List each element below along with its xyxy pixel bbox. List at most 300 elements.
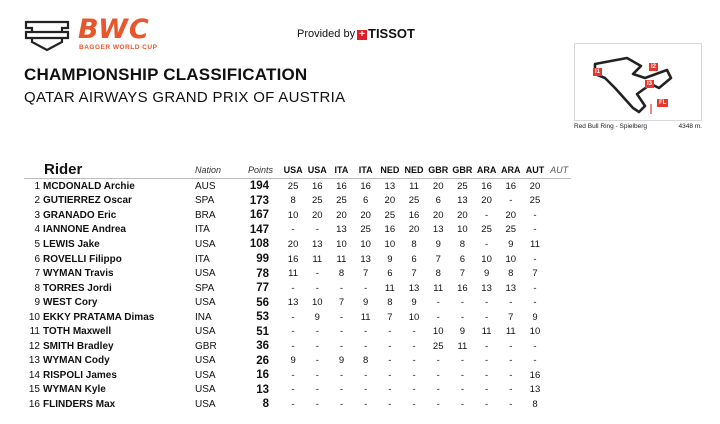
round-result-cell: 9 — [459, 326, 466, 338]
position-cell: 15 — [28, 384, 40, 396]
table-row — [24, 266, 571, 281]
points-cell: 99 — [256, 253, 269, 265]
round-result-cell: - — [485, 340, 489, 352]
round-result-cell: 13 — [287, 297, 299, 309]
round-result-cell: - — [291, 282, 295, 294]
round-result-cell: - — [533, 209, 537, 221]
table-row — [24, 179, 571, 194]
round-result-cell — [547, 237, 571, 252]
round-result-cell: 8 — [387, 297, 393, 309]
position-cell: 8 — [34, 282, 40, 294]
round-result-cell: - — [436, 384, 440, 396]
round-result-cell: 13 — [529, 384, 541, 396]
round-result-cell: 13 — [336, 224, 347, 236]
position-cell: 3 — [34, 209, 40, 221]
round-result-cell: 11 — [336, 253, 347, 265]
round-result-cell: 6 — [411, 253, 417, 265]
round-result-cell: - — [436, 297, 440, 309]
round-result-cell: 7 — [508, 311, 514, 323]
round-result-cell: - — [485, 311, 489, 323]
round-result-cell: 7 — [387, 311, 393, 323]
round-result-cell: 10 — [311, 297, 323, 309]
round-result-cell: 9 — [387, 253, 393, 265]
round-result-cell — [547, 281, 571, 296]
round-result-cell: - — [388, 384, 392, 396]
round-header: USA — [283, 164, 303, 175]
round-result-cell — [547, 339, 571, 354]
rider-name-cell: WEST Cory — [43, 297, 98, 309]
round-result-cell: 8 — [363, 355, 369, 367]
round-result-cell — [547, 223, 571, 238]
round-result-cell: 11 — [360, 311, 371, 323]
nation-cell: USA — [195, 268, 216, 280]
round-result-cell: - — [460, 311, 464, 323]
round-header: ITA — [358, 164, 373, 175]
round-result-cell: - — [509, 369, 513, 381]
shield-logo-icon — [22, 16, 72, 52]
position-cell: 16 — [28, 398, 40, 410]
round-result-cell: 9 — [363, 297, 369, 309]
round-result-cell: - — [315, 282, 319, 294]
round-result-cell: 7 — [363, 268, 369, 280]
nation-column-header: Nation — [195, 164, 222, 175]
table-row — [24, 223, 571, 238]
round-result-cell: - — [485, 355, 489, 367]
round-result-cell — [547, 397, 571, 412]
rider-name-cell: GUTIERREZ Oscar — [43, 195, 132, 207]
sponsor-name: TISSOT — [368, 26, 415, 41]
rider-name-cell: MCDONALD Archie — [43, 180, 135, 192]
points-cell: 56 — [256, 296, 269, 309]
nation-cell: USA — [195, 326, 216, 338]
round-result-cell: - — [509, 195, 513, 207]
round-result-cell: 10 — [408, 311, 420, 323]
round-result-cell: - — [388, 326, 392, 338]
round-result-cell: - — [291, 340, 295, 352]
track-name: Red Bull Ring - Spielberg — [574, 123, 647, 130]
round-result-cell: 20 — [336, 209, 347, 221]
round-header: AUT — [550, 164, 569, 175]
position-cell: 6 — [34, 253, 40, 265]
round-result-cell: 20 — [529, 180, 541, 192]
table-row — [24, 383, 571, 398]
points-cell: 51 — [256, 325, 269, 338]
round-result-cell: 10 — [360, 238, 371, 250]
round-result-cell: - — [509, 297, 513, 309]
logo-wordmark: BWC — [78, 14, 150, 45]
round-result-cell: - — [485, 369, 489, 381]
round-header: GBR — [428, 164, 449, 175]
round-result-cell: - — [315, 340, 319, 352]
rider-name-cell: TORRES Jordi — [43, 282, 112, 294]
round-result-cell: - — [315, 369, 319, 381]
nation-cell: GBR — [195, 340, 217, 352]
table-row — [24, 324, 571, 339]
round-result-cell: - — [291, 311, 295, 323]
round-result-cell — [547, 194, 571, 209]
table-row — [24, 339, 571, 354]
round-result-cell: - — [436, 398, 440, 410]
logo-subtitle: BAGGER WORLD CUP — [79, 44, 158, 51]
round-result-cell: 7 — [435, 253, 441, 265]
round-header: ARA — [476, 164, 497, 175]
round-result-cell: - — [412, 398, 416, 410]
round-result-cell: 25 — [432, 340, 444, 352]
round-result-cell: - — [315, 326, 319, 338]
round-result-cell: - — [388, 369, 392, 381]
round-result-cell: - — [460, 384, 464, 396]
round-result-cell: 9 — [508, 238, 514, 250]
position-cell: 10 — [28, 311, 40, 323]
bwc-logo — [22, 14, 172, 54]
round-result-cell: - — [485, 238, 489, 250]
round-result-cell: 13 — [311, 238, 323, 250]
points-cell: 36 — [256, 340, 269, 353]
round-result-cell: - — [412, 369, 416, 381]
round-result-cell: 8 — [508, 268, 514, 280]
round-result-cell: - — [509, 384, 513, 396]
points-cell: 26 — [256, 354, 269, 367]
round-result-cell: - — [339, 311, 344, 323]
round-result-cell: - — [339, 326, 344, 338]
round-result-cell: 20 — [384, 195, 396, 207]
round-result-cell: - — [315, 224, 319, 236]
round-header: NED — [380, 164, 400, 175]
nation-cell: AUS — [195, 180, 216, 192]
round-result-cell: - — [364, 369, 368, 381]
table-row — [24, 295, 571, 310]
round-result-cell: 10 — [287, 209, 299, 221]
table-row — [24, 194, 571, 209]
round-result-cell: - — [460, 355, 464, 367]
round-result-cell: 11 — [457, 340, 468, 352]
round-result-cell: 10 — [336, 238, 347, 250]
points-cell: 167 — [249, 209, 269, 222]
rider-name-cell: ROVELLI Filippo — [43, 253, 122, 265]
round-result-cell: 10 — [505, 253, 517, 265]
round-result-cell: - — [485, 297, 489, 309]
round-result-cell: 20 — [311, 209, 323, 221]
round-result-cell: - — [460, 369, 464, 381]
round-result-cell: - — [460, 297, 464, 309]
table-row — [24, 237, 571, 252]
position-cell: 14 — [28, 369, 40, 381]
round-result-cell: - — [412, 355, 416, 367]
round-result-cell — [547, 324, 571, 339]
round-result-cell: - — [339, 369, 344, 381]
round-result-cell: - — [315, 268, 319, 280]
round-result-cell: - — [533, 253, 537, 265]
round-result-cell: 7 — [338, 297, 345, 309]
nation-cell: BRA — [195, 209, 216, 221]
round-result-cell: 13 — [408, 282, 420, 294]
round-result-cell: 11 — [505, 326, 516, 338]
sector-i1-marker: I1 — [595, 69, 601, 75]
page-title: CHAMPIONSHIP CLASSIFICATION — [24, 65, 308, 84]
round-result-cell: 16 — [505, 180, 517, 192]
round-result-cell: 11 — [384, 282, 395, 294]
round-result-cell: 16 — [529, 369, 541, 381]
event-title: QATAR AIRWAYS GRAND PRIX OF AUSTRIA — [24, 89, 346, 106]
round-result-cell: - — [412, 384, 416, 396]
round-result-cell: 9 — [290, 355, 296, 367]
round-result-cell: - — [291, 224, 295, 236]
round-result-cell: - — [388, 355, 392, 367]
round-result-cell: - — [291, 384, 295, 396]
round-result-cell: 25 — [408, 195, 420, 207]
round-result-cell: - — [460, 398, 464, 410]
round-result-cell: - — [339, 282, 344, 294]
round-result-cell: 11 — [288, 268, 299, 280]
sponsor-mark-icon: + — [357, 30, 367, 40]
round-result-cell: - — [339, 384, 344, 396]
round-result-cell — [547, 295, 571, 310]
round-result-cell: 6 — [387, 268, 393, 280]
round-result-cell: 16 — [384, 224, 396, 236]
points-cell: 78 — [256, 267, 269, 280]
round-result-cell: - — [388, 340, 392, 352]
round-result-cell: 20 — [432, 209, 444, 221]
nation-cell: USA — [195, 384, 216, 396]
round-result-cell: 11 — [530, 238, 540, 250]
round-result-cell: 11 — [481, 326, 492, 338]
round-result-cell: 20 — [408, 224, 420, 236]
round-result-cell: 16 — [481, 180, 492, 192]
round-result-cell: 25 — [360, 224, 371, 236]
round-header: NED — [404, 164, 424, 175]
round-result-cell: 20 — [432, 180, 444, 192]
round-header: GBR — [452, 164, 473, 175]
position-cell: 9 — [34, 297, 40, 309]
round-result-cell: 25 — [336, 195, 347, 207]
round-result-cell: 9 — [532, 311, 538, 323]
round-result-cell: 16 — [311, 180, 323, 192]
round-result-cell: - — [388, 398, 392, 410]
round-result-cell: 9 — [338, 355, 345, 367]
round-result-cell: 20 — [457, 209, 468, 221]
round-result-cell: 8 — [435, 268, 441, 280]
round-result-cell: 7 — [411, 268, 417, 280]
round-result-cell: 13 — [505, 282, 517, 294]
round-result-cell: - — [364, 326, 368, 338]
position-cell: 7 — [34, 268, 40, 280]
rider-name-cell: FLINDERS Max — [43, 398, 116, 410]
round-result-cell: 10 — [384, 238, 396, 250]
round-result-cell: 10 — [481, 253, 492, 265]
round-result-cell: 11 — [312, 253, 323, 265]
points-cell: 16 — [256, 369, 269, 382]
round-result-cell: - — [315, 384, 319, 396]
rider-name-cell: RISPOLI James — [43, 369, 117, 381]
round-header: ITA — [334, 164, 349, 175]
round-header: USA — [307, 164, 327, 175]
round-result-cell: - — [485, 209, 489, 221]
nation-cell: SPA — [195, 282, 215, 294]
round-result-cell: 25 — [529, 195, 541, 207]
rider-name-cell: EKKY PRATAMA Dimas — [43, 311, 155, 323]
table-row — [24, 354, 571, 369]
round-result-cell: - — [364, 398, 368, 410]
round-result-cell: - — [509, 398, 513, 410]
round-result-cell: - — [364, 340, 368, 352]
round-result-cell: 13 — [432, 224, 444, 236]
round-result-cell: 20 — [287, 238, 299, 250]
round-header: AUT — [525, 164, 545, 175]
round-result-cell — [547, 252, 571, 267]
round-result-cell — [547, 208, 571, 223]
track-length: 4348 m. — [678, 123, 702, 130]
round-result-cell: 13 — [360, 253, 371, 265]
position-cell: 12 — [28, 340, 40, 352]
round-result-cell: 20 — [505, 209, 517, 221]
round-result-cell: 8 — [411, 238, 417, 250]
round-result-cell: - — [339, 398, 344, 410]
rider-name-cell: LEWIS Jake — [43, 238, 100, 250]
rider-name-cell: SMITH Bradley — [43, 340, 114, 352]
nation-cell: USA — [195, 355, 216, 367]
round-result-cell: - — [533, 355, 537, 367]
round-result-cell: - — [485, 398, 489, 410]
table-row — [24, 281, 571, 296]
round-result-cell: - — [364, 384, 368, 396]
round-result-cell: 20 — [481, 195, 492, 207]
round-result-cell: 25 — [457, 180, 468, 192]
round-result-cell: 10 — [432, 326, 444, 338]
nation-cell: USA — [195, 297, 216, 309]
round-result-cell: 9 — [314, 311, 320, 323]
finish-line-marker: FL — [659, 100, 667, 106]
table-row — [24, 397, 571, 412]
points-cell: 173 — [249, 194, 269, 207]
round-result-cell: 8 — [459, 238, 466, 250]
round-result-cell: - — [509, 355, 513, 367]
round-result-cell: 9 — [411, 297, 417, 309]
sector-i2-marker: I2 — [651, 64, 657, 70]
table-row — [24, 252, 571, 267]
round-result-cell: - — [315, 398, 319, 410]
round-result-cell — [547, 266, 571, 281]
round-result-cell: 20 — [360, 209, 371, 221]
round-result-cell: 8 — [338, 268, 345, 280]
points-cell: 8 — [262, 398, 269, 411]
nation-cell: SPA — [195, 195, 215, 207]
round-result-cell: - — [436, 311, 440, 323]
round-result-cell: 9 — [435, 238, 441, 250]
round-result-cell: 16 — [287, 253, 299, 265]
round-result-cell: - — [436, 355, 440, 367]
round-result-cell: - — [509, 340, 513, 352]
round-header: ARA — [501, 164, 521, 175]
points-cell: 108 — [249, 238, 269, 251]
position-cell: 4 — [34, 224, 40, 236]
round-result-cell — [547, 310, 571, 325]
points-cell: 147 — [249, 223, 269, 236]
round-result-cell: 6 — [459, 253, 466, 265]
round-result-cell: 13 — [481, 282, 492, 294]
round-result-cell: - — [412, 340, 416, 352]
round-result-cell: 25 — [505, 224, 517, 236]
round-result-cell — [547, 179, 571, 194]
round-result-cell: 16 — [360, 180, 371, 192]
rider-name-cell: IANNONE Andrea — [43, 224, 126, 236]
round-result-cell — [547, 383, 571, 398]
table-row — [24, 368, 571, 383]
round-result-cell: 7 — [532, 268, 538, 280]
round-result-cell: 11 — [433, 282, 444, 294]
round-result-cell: 25 — [481, 224, 492, 236]
rider-name-cell: TOTH Maxwell — [43, 326, 112, 338]
round-result-cell: 16 — [457, 282, 468, 294]
position-cell: 13 — [28, 355, 40, 367]
table-row — [24, 310, 571, 325]
position-cell: 11 — [29, 326, 40, 338]
round-result-cell: - — [533, 297, 537, 309]
position-cell: 2 — [34, 195, 40, 207]
track-map — [574, 43, 702, 121]
round-result-cell: - — [533, 224, 537, 236]
round-result-cell: - — [315, 355, 319, 367]
circuit-layout-icon — [575, 44, 701, 120]
rider-column-header: Rider — [44, 161, 83, 178]
nation-cell: USA — [195, 238, 216, 250]
round-result-cell: - — [533, 340, 537, 352]
rider-name-cell: GRANADO Eric — [43, 209, 117, 221]
round-result-cell: 25 — [287, 180, 299, 192]
round-result-cell: 9 — [483, 268, 490, 280]
round-result-cell: 8 — [290, 195, 296, 207]
round-result-cell: 10 — [457, 224, 468, 236]
round-result-cell: 25 — [311, 195, 323, 207]
sector-i3-marker: I3 — [647, 81, 653, 87]
round-result-cell: - — [485, 384, 489, 396]
round-result-cell — [547, 368, 571, 383]
round-result-cell: - — [339, 340, 344, 352]
points-column-header: Points — [247, 164, 273, 175]
rider-name-cell: WYMAN Travis — [43, 268, 114, 280]
points-cell: 194 — [249, 180, 269, 193]
points-cell: 53 — [256, 311, 269, 324]
round-result-cell: - — [364, 282, 368, 294]
provided-by-label: Provided by — [297, 28, 356, 40]
position-cell: 5 — [34, 238, 40, 250]
round-result-cell: 13 — [384, 180, 396, 192]
nation-cell: ITA — [195, 253, 210, 265]
rider-name-cell: WYMAN Kyle — [43, 384, 106, 396]
round-result-cell: 16 — [336, 180, 347, 192]
table-row — [24, 208, 571, 223]
round-result-cell: 6 — [435, 195, 441, 207]
round-result-cell: 16 — [408, 209, 420, 221]
nation-cell: USA — [195, 369, 216, 381]
table-header-row — [24, 161, 571, 179]
round-result-cell: 13 — [457, 195, 468, 207]
round-result-cell: 6 — [363, 195, 369, 207]
round-result-cell: - — [291, 326, 295, 338]
track-caption — [574, 123, 702, 130]
round-result-cell — [547, 354, 571, 369]
round-result-cell: 7 — [459, 268, 466, 280]
rider-name-cell: WYMAN Cody — [43, 355, 110, 367]
nation-cell: USA — [195, 398, 216, 410]
nation-cell: ITA — [195, 224, 210, 236]
round-result-cell: - — [291, 369, 295, 381]
round-result-cell: 11 — [409, 180, 419, 192]
points-cell: 77 — [256, 282, 269, 295]
points-cell: 13 — [256, 383, 269, 396]
sponsor-logo — [356, 26, 415, 41]
nation-cell: INA — [195, 311, 212, 323]
round-result-cell: - — [412, 326, 416, 338]
